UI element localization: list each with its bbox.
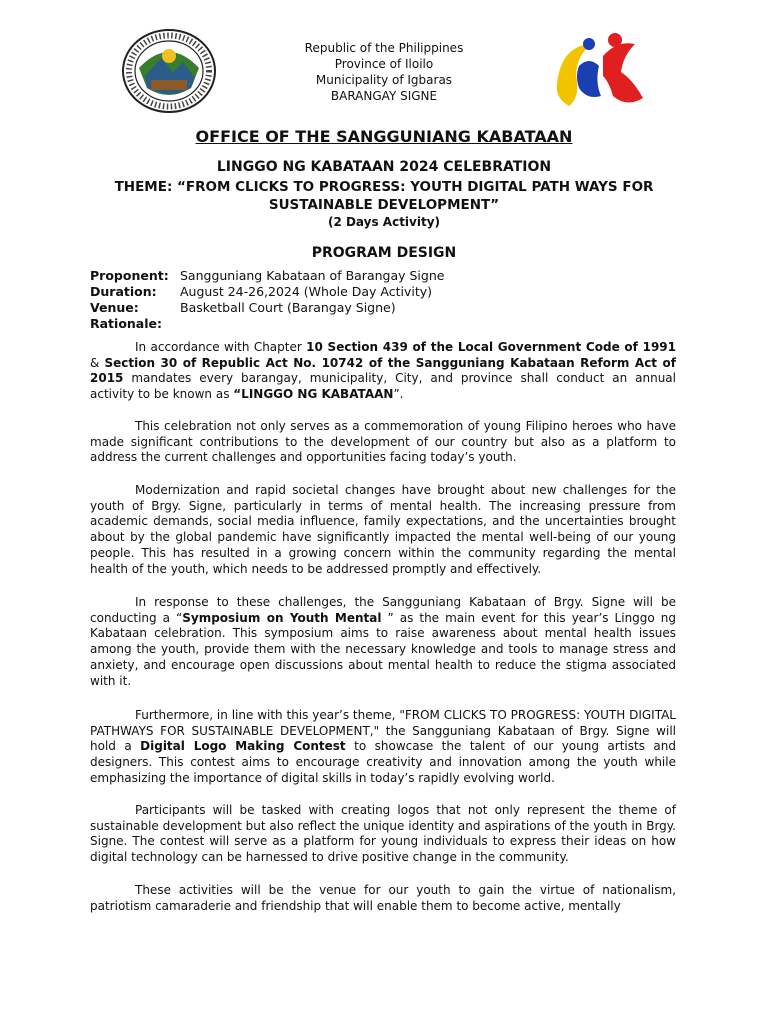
municipality-seal-icon — [121, 28, 217, 114]
paragraph-2: This celebration not only serves as a commemoration of young Filipino heroes who have made significant contributions to the development of our country but also as a platform to address the current challenges and opportunities facing today’s youth. — [90, 419, 676, 465]
office-title: OFFICE OF THE SANGGUNIANG KABATAAN — [195, 127, 573, 146]
proponent-value: Sangguniang Kabataan of Barangay Signe — [180, 268, 445, 283]
theme-line-2: SUSTAINABLE DEVELOPMENT” — [268, 197, 500, 213]
venue-field — [90, 300, 396, 316]
duration-field — [90, 284, 432, 300]
event-title: LINGGO NG KABATAAN 2024 CELEBRATION — [216, 159, 552, 175]
rationale-label: Rationale: — [90, 316, 163, 331]
paragraph-3: Modernization and rapid societal changes have brought about new challenges for the youth of Brgy. Signe, particularly in terms of mental health. The increasing pressure from academic demands, social media influence, family expectations, and the uncertainties brought about by the global pandemic have significantly impacted the mental well-being of our young people. This has resulted in a growing concern within the community regarding the mental health of the youth, which needs to be addressed promptly and effectively. — [90, 483, 676, 576]
paragraph-5: Furthermore, in line with this year’s theme, "FROM CLICKS TO PROGRESS: YOUTH DIGITAL PATHWAYS FOR SUSTAINABLE DEVELOPMENT," the Sangguniang Kabataan of Brgy. Signe will hold a Digital Logo Making Contest to showcase the talent of our young artists and designers. This contest aims to encourage creativity and innovation among the youth while emphasizing the importance of digital skills in today’s rapidly evolving world. — [90, 708, 676, 785]
paragraph-7: These activities will be the venue for our youth to gain the virtue of nationalism, patriotism camaraderie and friendship that will enable them to become active, mentally — [90, 883, 676, 913]
venue-label: Venue: — [90, 300, 139, 315]
sk-logo-icon — [543, 26, 661, 118]
header-municipality: Municipality of Igbaras — [315, 73, 453, 87]
paragraph-6: Participants will be tasked with creating logos that not only represent the theme of sustainable development but also reflect the unique identity and aspirations of the youth in Brgy. Signe. The contest will serve as a platform for young individuals to express their ideas on how digital technology can be harnessed to drive positive change in the community. — [90, 803, 676, 865]
duration-value: August 24-26,2024 (Whole Day Activity) — [180, 284, 433, 299]
header-republic: Republic of the Philippines — [304, 41, 464, 55]
header-barangay: BARANGAY SIGNE — [330, 89, 438, 103]
proponent-field — [90, 268, 444, 284]
duration-label: Duration: — [90, 284, 157, 299]
proponent-label: Proponent: — [90, 268, 169, 283]
section-title: PROGRAM DESIGN — [311, 245, 457, 261]
duration-note: (2 Days Activity) — [327, 215, 441, 229]
venue-value: Basketball Court (Barangay Signe) — [180, 300, 396, 315]
paragraph-1: In accordance with Chapter 10 Section 439 of the Local Government Code of 1991 & Section 30 of Republic Act No. 10742 of the Sangguniang Kabataan Reform Act of 2015 mandates every barangay, municipality, City, and province shall conduct an annual activity to be known as “LINGGO NG KABATAAN”. — [90, 340, 676, 402]
rationale-field — [90, 316, 180, 332]
theme-line-1: THEME: “FROM CLICKS TO PROGRESS: YOUTH DIGITAL PATH WAYS FOR — [114, 179, 654, 195]
paragraph-4: In response to these challenges, the Sangguniang Kabataan of Brgy. Signe will be conducting a “Symposium on Youth Mental ” as the main event for this year’s Linggo ng Kabataan celebration. This symposium aims to raise awareness about mental health issues among the youth, provide them with the necessary knowledge and tools to manage stress and anxiety, and encourage open discussions about mental health to reduce the stigma associated with it. — [90, 595, 676, 688]
header-province: Province of Iloilo — [334, 57, 434, 71]
